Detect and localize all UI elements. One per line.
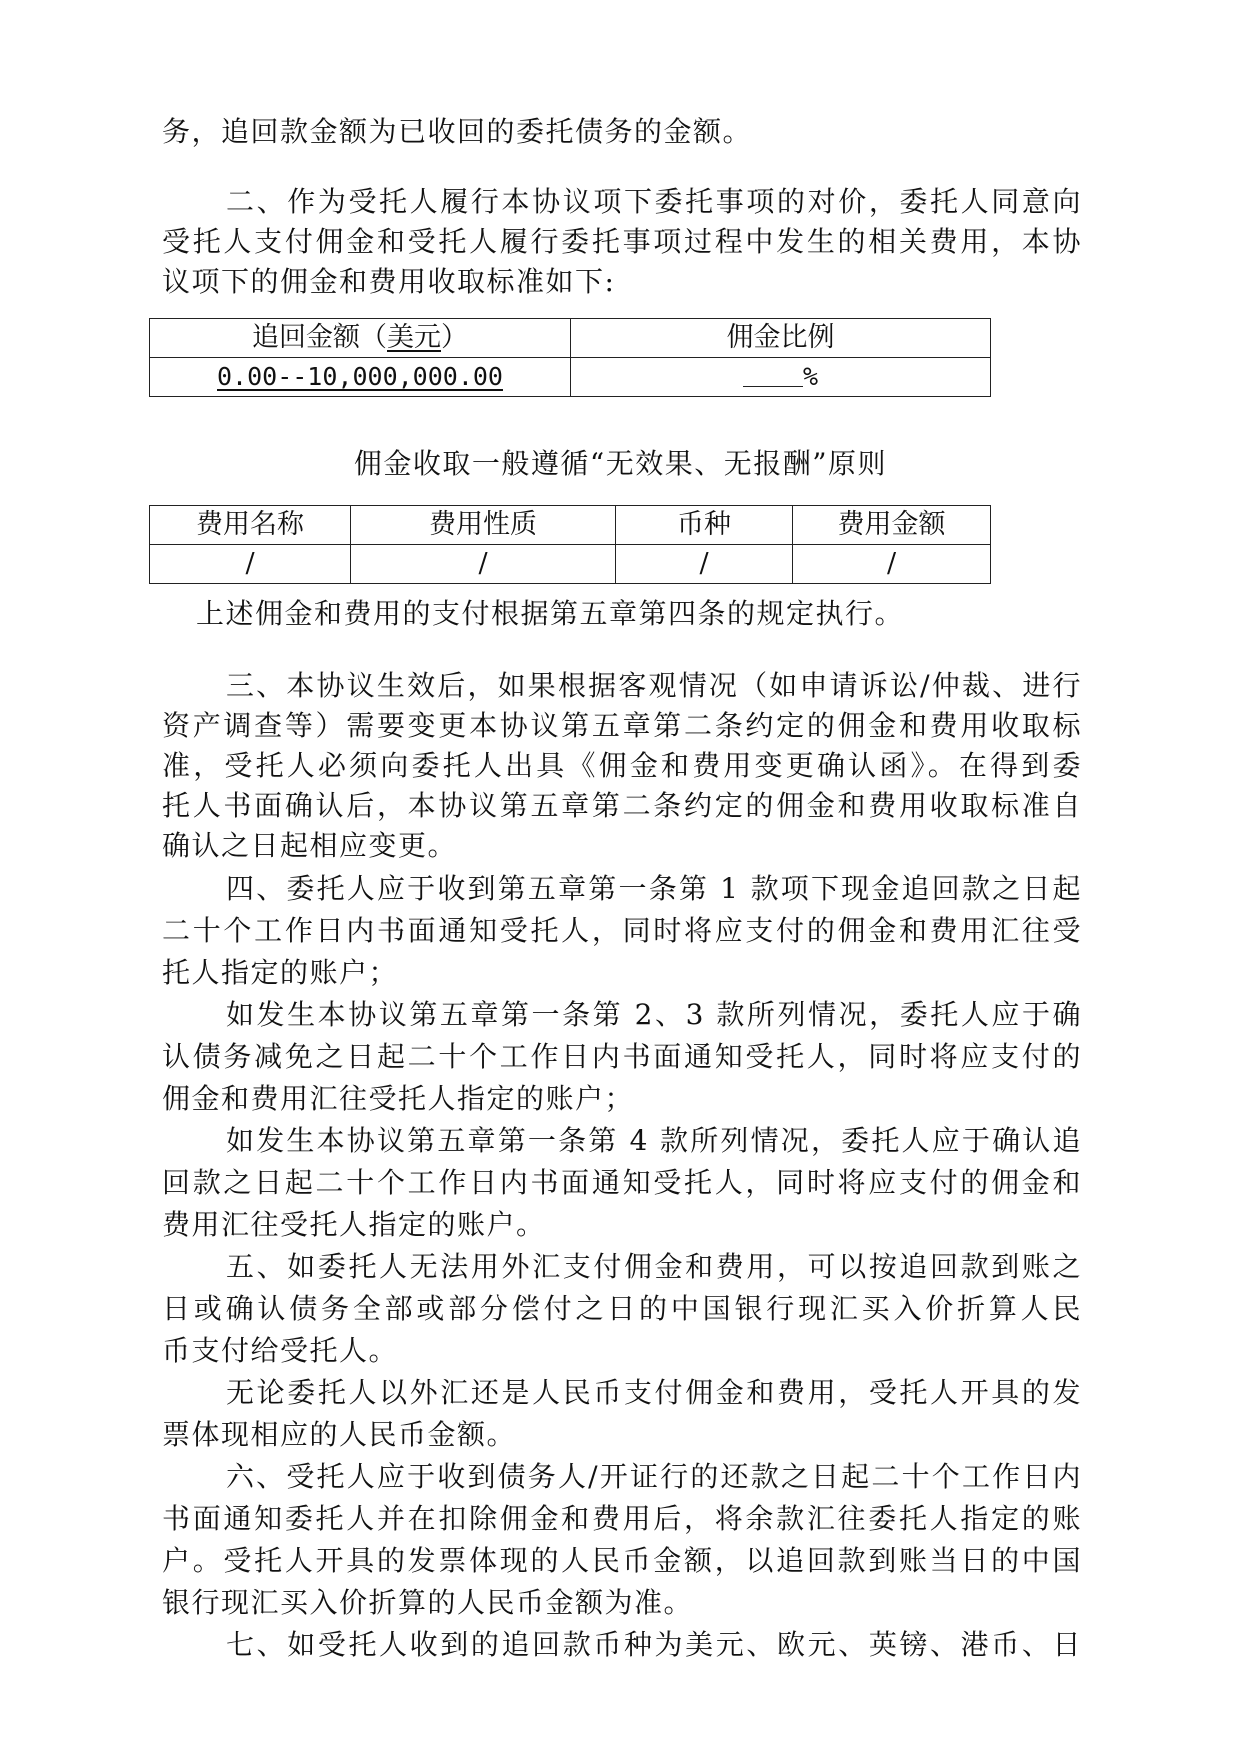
text-line: 托人书面确认后，本协议第五章第二条约定的佣金和费用收取标准自 <box>162 789 1082 822</box>
text-line: 务，追回款金额为已收回的委托债务的金额。 <box>162 115 753 148</box>
table-header-cell: 费用名称 <box>150 506 351 545</box>
table-cell <box>571 358 991 397</box>
text-line: 费用汇往受托人指定的账户。 <box>162 1208 546 1241</box>
table-row <box>150 319 991 358</box>
principle-text: 佣金收取一般遵循“无效果、无报酬”原则 <box>353 447 888 480</box>
text-line: 户。受托人开具的发票体现的人民币金额，以追回款到账当日的中国 <box>162 1544 1082 1577</box>
commission-table <box>149 318 991 397</box>
text-line: 回款之日起二十个工作日内书面通知受托人，同时将应支付的佣金和 <box>162 1166 1082 1199</box>
text-line: 币支付给受托人。 <box>162 1334 399 1367</box>
header-text: 追回金额（ <box>252 322 387 353</box>
text-line: 托人指定的账户； <box>162 956 399 989</box>
text-line: 银行现汇买入价折算的人民币金额为准。 <box>162 1586 694 1619</box>
text-line: 如发生本协议第五章第一条第 4 款所列情况，委托人应于确认追 <box>226 1124 1082 1157</box>
text-line: 五、如委托人无法用外汇支付佣金和费用，可以按追回款到账之 <box>226 1250 1082 1283</box>
text-line: 三、本协议生效后，如果根据客观情况（如申请诉讼/仲裁、进行 <box>226 669 1082 702</box>
table-cell: / <box>793 545 991 584</box>
table-cell: / <box>150 545 351 584</box>
text-line: 佣金和费用汇往受托人指定的账户； <box>162 1082 635 1115</box>
text-line: 上述佣金和费用的支付根据第五章第四条的规定执行。 <box>196 597 905 630</box>
header-text: ） <box>441 322 468 353</box>
text-line: 无论委托人以外汇还是人民币支付佣金和费用，受托人开具的发 <box>226 1376 1082 1409</box>
table-header-cell <box>150 319 571 358</box>
text-line: 书面通知委托人并在扣除佣金和费用后，将余款汇往委托人指定的账 <box>162 1502 1082 1535</box>
text-line: 确认之日起相应变更。 <box>162 829 458 862</box>
currency-text: 美元 <box>387 322 441 353</box>
table-header-cell: 佣金比例 <box>571 319 991 358</box>
text-line: 二十个工作日内书面通知受托人，同时将应支付的佣金和费用汇往受 <box>162 914 1082 947</box>
text-line: 议项下的佣金和费用收取标准如下: <box>162 265 616 298</box>
text-line: 六、受托人应于收到债务人/开证行的还款之日起二十个工作日内 <box>226 1460 1082 1493</box>
text-line: 七、如受托人收到的追回款币种为美元、欧元、英镑、港币、日 <box>226 1628 1082 1661</box>
table-header-cell: 费用性质 <box>351 506 616 545</box>
text-line: 资产调查等）需要变更本协议第五章第二条约定的佣金和费用收取标 <box>162 709 1082 742</box>
fee-table <box>149 505 991 584</box>
table-row <box>150 358 991 397</box>
text-line: 受托人支付佣金和受托人履行委托事项过程中发生的相关费用，本协 <box>162 225 1082 258</box>
table-cell: / <box>351 545 616 584</box>
table-row <box>150 506 991 545</box>
table-header-cell: 币种 <box>616 506 793 545</box>
text-line: 票体现相应的人民币金额。 <box>162 1418 517 1451</box>
text-line: 二、作为受托人履行本协议项下委托事项的对价，委托人同意向 <box>226 185 1082 218</box>
text-line: 如发生本协议第五章第一条第 2、3 款所列情况，委托人应于确 <box>226 998 1082 1031</box>
table-cell <box>150 358 571 397</box>
text-line: 四、委托人应于收到第五章第一条第 1 款项下现金追回款之日起 <box>226 872 1082 905</box>
table-cell: / <box>616 545 793 584</box>
blank-field <box>743 358 803 387</box>
text-line: 认债务减免之日起二十个工作日内书面通知受托人，同时将应支付的 <box>162 1040 1082 1073</box>
percent-sign: % <box>802 362 819 391</box>
amount-range: 0.00--10,000,000.00 <box>217 362 503 391</box>
text-line: 日或确认债务全部或部分偿付之日的中国银行现汇买入价折算人民 <box>162 1292 1082 1325</box>
table-row <box>150 545 991 584</box>
text-line: 准，受托人必须向委托人出具《佣金和费用变更确认函》。在得到委 <box>162 749 1082 782</box>
table-header-cell: 费用金额 <box>793 506 991 545</box>
